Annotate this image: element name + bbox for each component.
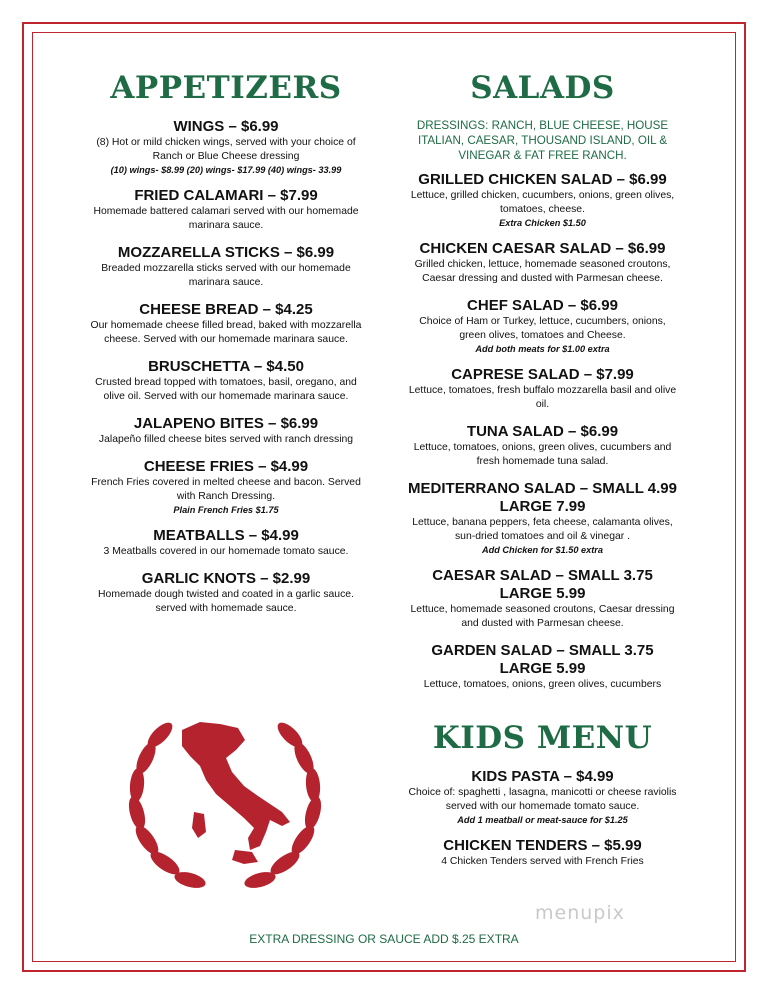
menu-item <box>405 480 680 556</box>
menu-item <box>405 171 680 229</box>
italy-laurel-emblem <box>120 700 330 900</box>
item-desc: Lettuce, banana peppers, feta cheese, calamanta olives, sun-dried tomatoes and oil & vinegar . <box>412 517 673 542</box>
item-name: BRUSCHETTA – $4.50 <box>148 358 304 375</box>
item-name: FRIED CALAMARI – $7.99 <box>134 187 318 204</box>
item-desc: Lettuce, tomatoes, fresh buffalo mozzarella basil and olive oil. <box>408 385 677 410</box>
item-note: Add 1 meatball or meat-sauce for $1.25 <box>457 815 628 825</box>
item-note: Plain French Fries $1.75 <box>173 505 279 515</box>
menu-item <box>405 297 680 355</box>
item-desc: Lettuce, homemade seasoned croutons, Caesar dressing and dusted with Parmesan cheese. <box>410 604 675 629</box>
item-name: MEATBALLS – $4.99 <box>153 527 299 544</box>
item-desc: Lettuce, tomatoes, onions, green olives, cucumbers <box>423 679 662 690</box>
item-name: MEDITERRANO SALAD – SMALL 4.99 LARGE 7.99 <box>408 480 677 515</box>
item-desc: Choice of Ham or Turkey, lettuce, cucumbers, onions, green olives, tomatoes and Cheese. <box>419 316 666 341</box>
menu-item <box>405 423 680 469</box>
item-name: GARDEN SALAD – SMALL 3.75 LARGE 5.99 <box>431 642 654 677</box>
footer-note: EXTRA DRESSING OR SAUCE ADD $.25 EXTRA <box>249 932 519 946</box>
menu-item <box>90 415 362 447</box>
item-name: WINGS – $6.99 <box>173 118 279 135</box>
item-desc: Breaded mozzarella sticks served with our homemade marinara sauce. <box>101 263 351 288</box>
menu-item <box>90 458 362 516</box>
item-name: KIDS PASTA – $4.99 <box>471 768 614 785</box>
item-desc: Crusted bread topped with tomatoes, basil, oregano, and olive oil. Served with our homemade marinara sauce. <box>95 377 357 402</box>
item-desc: Choice of: spaghetti , lasagna, manicotti or cheese raviolis served with our homemade tomato sauce. <box>408 787 677 812</box>
menu-item <box>90 527 362 559</box>
menu-item <box>405 366 680 412</box>
dressings-list: DRESSINGS: RANCH, BLUE CHEESE, HOUSE ITALIAN, CAESAR, THOUSAND ISLAND, OIL & VINEGAR & FAT FREE RANCH. <box>416 119 669 162</box>
menu-item <box>90 358 362 404</box>
appetizers-title: APPETIZERS <box>110 70 342 106</box>
item-desc: French Fries covered in melted cheese and bacon. Served with Ranch Dressing. <box>91 477 361 502</box>
item-name: CHICKEN CAESAR SALAD – $6.99 <box>419 240 666 257</box>
item-desc: 3 Meatballs covered in our homemade tomato sauce. <box>103 546 349 557</box>
item-name: GARLIC KNOTS – $2.99 <box>141 570 311 587</box>
appetizers-section <box>90 68 362 627</box>
item-name: TUNA SALAD – $6.99 <box>466 423 619 440</box>
item-desc: Jalapeño filled cheese bites served with ranch dressing <box>98 434 354 445</box>
item-desc: Lettuce, grilled chicken, cucumbers, onions, green olives, tomatoes, cheese. <box>410 190 675 215</box>
item-desc: Homemade dough twisted and coated in a garlic sauce. served with homemade sauce. <box>98 589 354 614</box>
item-desc: Our homemade cheese filled bread, baked with mozzarella cheese. Served with our homemade marinara sauce. <box>90 320 362 345</box>
menu-item <box>405 240 680 286</box>
menu-item <box>405 642 680 692</box>
italy-map <box>182 722 290 864</box>
item-desc: 4 Chicken Tenders served with French Fries <box>441 856 644 867</box>
item-name: CAESAR SALAD – SMALL 3.75 LARGE 5.99 <box>432 567 653 602</box>
item-name: CHEF SALAD – $6.99 <box>467 297 618 314</box>
menu-item <box>405 768 680 826</box>
salads-section <box>405 68 680 880</box>
item-name: CAPRESE SALAD – $7.99 <box>451 366 634 383</box>
item-name: GRILLED CHICKEN SALAD – $6.99 <box>418 171 667 188</box>
menu-item <box>90 301 362 347</box>
item-name: CHEESE FRIES – $4.99 <box>143 458 309 475</box>
item-desc: Grilled chicken, lettuce, homemade seasoned croutons, Caesar dressing and dusted with Parmesan cheese. <box>414 259 671 284</box>
item-desc: Homemade battered calamari served with our homemade marinara sauce. <box>93 206 359 231</box>
item-note: (10) wings- $8.99 (20) wings- $17.99 (40) wings- 33.99 <box>110 165 342 175</box>
item-name: CHICKEN TENDERS – $5.99 <box>443 837 642 854</box>
item-note: Extra Chicken $1.50 <box>499 218 586 228</box>
item-name: JALAPENO BITES – $6.99 <box>133 415 319 432</box>
menupix-watermark: menupix <box>535 902 625 924</box>
menu-item <box>90 244 362 290</box>
menu-item <box>90 118 362 176</box>
item-note: Add both meats for $1.00 extra <box>475 344 610 354</box>
item-desc: (8) Hot or mild chicken wings, served with your choice of Ranch or Blue Cheese dressing <box>96 137 356 162</box>
menu-item <box>90 570 362 616</box>
menu-item <box>90 187 362 233</box>
item-name: MOZZARELLA STICKS – $6.99 <box>117 244 335 261</box>
item-note: Add Chicken for $1.50 extra <box>481 545 603 555</box>
menu-item <box>405 567 680 631</box>
kids-menu-title: KIDS MENU <box>432 720 653 756</box>
item-desc: Lettuce, tomatoes, onions, green olives, cucumbers and fresh homemade tuna salad. <box>413 442 672 467</box>
salads-title: SALADS <box>470 70 615 106</box>
menu-item <box>405 837 680 869</box>
item-name: CHEESE BREAD – $4.25 <box>139 301 313 318</box>
